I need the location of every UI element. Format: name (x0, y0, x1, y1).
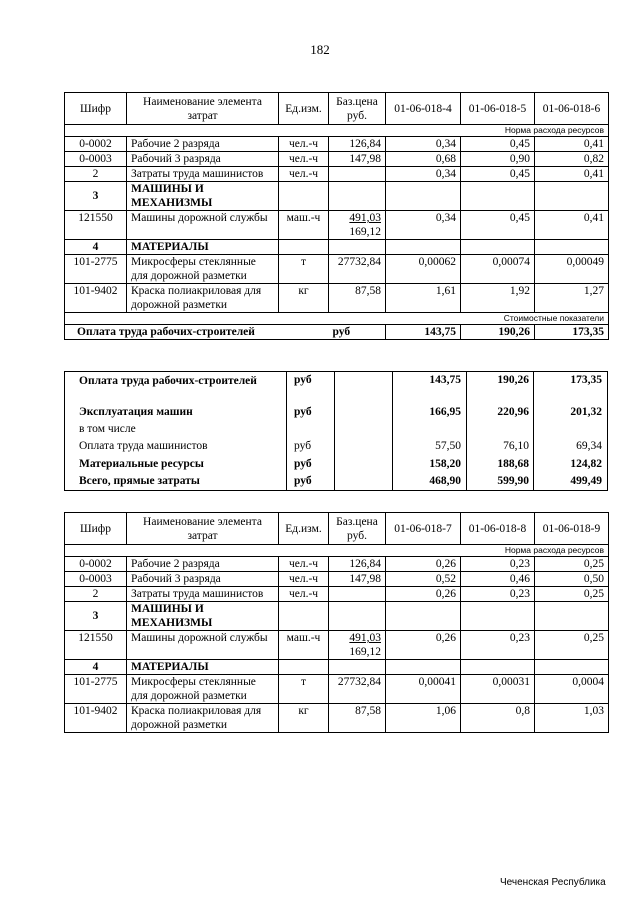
section-title: МАШИНЫ И МЕХАНИЗМЫ (127, 182, 279, 211)
table-row (65, 137, 609, 152)
row-price: 491,03 169,12 (329, 631, 386, 660)
row-value: 0,8 (461, 704, 535, 733)
row-unit: маш.-ч (279, 211, 329, 240)
row-code: 0-0003 (65, 572, 127, 587)
cost-value: 173,35 (535, 325, 609, 340)
row-unit: маш.-ч (279, 631, 329, 660)
header-price: Баз.цена руб. (329, 93, 386, 125)
cost-value: 173,35 (570, 374, 602, 386)
section-machines (65, 182, 609, 211)
cost-value: 599,90 (497, 475, 529, 487)
cost-unit: руб (329, 325, 386, 340)
header-col-3: 01-06-018-6 (535, 93, 609, 125)
cost-value: 76,10 (503, 440, 529, 452)
header-code: Шифр (65, 513, 127, 545)
row-value: 0,50 (535, 572, 609, 587)
cost-label-text: Оплата труда рабочих-строителей (79, 375, 257, 387)
row-price: 147,98 (329, 152, 386, 167)
row-price: 87,58 (329, 704, 386, 733)
row-price: 126,84 (329, 137, 386, 152)
row-value: 0,45 (461, 137, 535, 152)
cost-label-text: Оплата труда рабочих-строителей (65, 325, 329, 340)
header-name: Наименование элемента затрат (127, 513, 279, 545)
header-name: Наименование элемента затрат (127, 93, 279, 125)
cost-value: 166,95 (429, 406, 461, 418)
row-value: 0,25 (535, 557, 609, 572)
row-price: 87,58 (329, 284, 386, 313)
header-col-1: 01-06-018-7 (386, 513, 461, 545)
cost-unit: руб (294, 458, 312, 470)
row-value: 0,25 (535, 587, 609, 602)
row-value: 0,90 (461, 152, 535, 167)
cost-value: 69,34 (576, 440, 602, 452)
row-price: 491,03 169,12 (329, 211, 386, 240)
row-value: 0,52 (386, 572, 461, 587)
row-value: 0,00031 (461, 675, 535, 704)
row-value: 0,41 (535, 167, 609, 182)
row-value: 0,26 (386, 631, 461, 660)
section-title: МАТЕРИАЛЫ (127, 240, 279, 255)
page-number: 182 (310, 42, 330, 57)
row-name: Машины дорожной службы (127, 631, 279, 660)
table-row (65, 572, 609, 587)
row-value: 1,92 (461, 284, 535, 313)
row-code: 101-9402 (65, 284, 127, 313)
table-row (65, 211, 609, 240)
cost-label-row (65, 313, 609, 325)
table-row (65, 675, 609, 704)
norm-label: Норма расхода ресурсов (65, 125, 609, 137)
table-header (65, 93, 609, 125)
row-code: 121550 (65, 631, 127, 660)
row-unit: чел.-ч (279, 587, 329, 602)
row-unit: кг (279, 284, 329, 313)
row-value: 0,23 (461, 557, 535, 572)
header-unit: Ед.изм. (279, 93, 329, 125)
table-row (65, 152, 609, 167)
cost-value: 190,26 (497, 374, 529, 386)
row-value: 0,00074 (461, 255, 535, 284)
cost-label-text: Оплата труда машинистов (79, 440, 208, 452)
row-value: 0,0004 (535, 675, 609, 704)
norm-label-row (65, 125, 609, 137)
row-value: 0,00062 (386, 255, 461, 284)
row-price: 147,98 (329, 572, 386, 587)
table-row (65, 557, 609, 572)
row-code: 101-9402 (65, 704, 127, 733)
row-price: 27732,84 (329, 675, 386, 704)
resource-table-2 (64, 512, 609, 733)
row-value: 0,25 (535, 631, 609, 660)
row-code: 0-0002 (65, 137, 127, 152)
cost-value: 158,20 (429, 458, 461, 470)
cost-label-text: в том числе (79, 423, 136, 435)
row-name: Рабочие 2 разряда (127, 557, 279, 572)
header-price: Баз.цена руб. (329, 513, 386, 545)
cost-row (65, 325, 609, 340)
cost-label-text: Всего, прямые затраты (79, 475, 200, 487)
row-unit: чел.-ч (279, 167, 329, 182)
row-value: 0,00041 (386, 675, 461, 704)
row-value: 0,00049 (535, 255, 609, 284)
cost-block-1 (64, 371, 608, 491)
row-value: 0,45 (461, 167, 535, 182)
cost-value: 190,26 (461, 325, 535, 340)
table-row (65, 255, 609, 284)
table-row (65, 704, 609, 733)
cost-value: 188,68 (497, 458, 529, 470)
row-name: Рабочие 2 разряда (127, 137, 279, 152)
row-name: Затраты труда машинистов (127, 587, 279, 602)
cost-value: 468,90 (429, 475, 461, 487)
cost-label-text: Эксплуатация машин (79, 406, 193, 418)
row-code: 2 (65, 167, 127, 182)
row-value: 1,06 (386, 704, 461, 733)
row-value: 0,26 (386, 587, 461, 602)
footer-region: Чеченская Республика (500, 877, 606, 888)
cost-label: Стоимостные показатели (65, 313, 609, 325)
cost-value: 143,75 (386, 325, 461, 340)
cost-value: 57,50 (435, 440, 461, 452)
row-unit: чел.-ч (279, 572, 329, 587)
table-row (65, 284, 609, 313)
row-unit: кг (279, 704, 329, 733)
section-machines (65, 602, 609, 631)
row-value: 0,23 (461, 587, 535, 602)
row-price: 27732,84 (329, 255, 386, 284)
row-code: 101-2775 (65, 255, 127, 284)
row-code: 0-0003 (65, 152, 127, 167)
row-value: 1,27 (535, 284, 609, 313)
header-col-2: 01-06-018-5 (461, 93, 535, 125)
cost-unit: руб (294, 475, 312, 487)
row-price: 126,84 (329, 557, 386, 572)
section-number: 4 (65, 660, 127, 675)
row-unit: т (279, 255, 329, 284)
row-value: 0,45 (461, 211, 535, 240)
cost-unit: руб (294, 374, 312, 386)
header-unit: Ед.изм. (279, 513, 329, 545)
row-code: 101-2775 (65, 675, 127, 704)
row-value: 0,68 (386, 152, 461, 167)
row-name: Машины дорожной службы (127, 211, 279, 240)
header-col-3: 01-06-018-9 (535, 513, 609, 545)
section-number: 4 (65, 240, 127, 255)
row-name: Микросферы стеклянные для дорожной разметки (127, 675, 279, 704)
cost-value: 220,96 (497, 406, 529, 418)
row-unit: чел.-ч (279, 152, 329, 167)
resource-table-1 (64, 92, 609, 340)
norm-label: Норма расхода ресурсов (65, 545, 609, 557)
row-value: 1,03 (535, 704, 609, 733)
row-unit: т (279, 675, 329, 704)
norm-label-row (65, 545, 609, 557)
row-name: Микросферы стеклянные для дорожной разметки (127, 255, 279, 284)
cost-label-text: Материальные ресурсы (79, 458, 204, 470)
row-value: 0,34 (386, 137, 461, 152)
row-code: 0-0002 (65, 557, 127, 572)
row-value: 0,82 (535, 152, 609, 167)
row-name: Затраты труда машинистов (127, 167, 279, 182)
row-name: Рабочий 3 разряда (127, 152, 279, 167)
section-number: 3 (65, 602, 127, 631)
table-row (65, 631, 609, 660)
table-row (65, 167, 609, 182)
row-value: 0,26 (386, 557, 461, 572)
header-code: Шифр (65, 93, 127, 125)
table-row (65, 587, 609, 602)
cost-value: 201,32 (570, 406, 602, 418)
row-unit: чел.-ч (279, 137, 329, 152)
section-title: МАШИНЫ И МЕХАНИЗМЫ (127, 602, 279, 631)
section-number: 3 (65, 182, 127, 211)
table-header (65, 513, 609, 545)
row-value: 0,23 (461, 631, 535, 660)
cost-unit: руб (294, 406, 312, 418)
row-code: 2 (65, 587, 127, 602)
section-title: МАТЕРИАЛЫ (127, 660, 279, 675)
section-materials (65, 240, 609, 255)
row-code: 121550 (65, 211, 127, 240)
cost-value: 499,49 (570, 475, 602, 487)
cost-unit: руб (294, 440, 312, 452)
row-value: 0,41 (535, 137, 609, 152)
row-value: 0,46 (461, 572, 535, 587)
row-value: 0,34 (386, 211, 461, 240)
row-value: 0,34 (386, 167, 461, 182)
row-name: Краска полиакриловая для дорожной разметки (127, 284, 279, 313)
row-value: 1,61 (386, 284, 461, 313)
row-unit: чел.-ч (279, 557, 329, 572)
header-col-1: 01-06-018-4 (386, 93, 461, 125)
cost-value: 143,75 (429, 374, 461, 386)
section-materials (65, 660, 609, 675)
row-name: Рабочий 3 разряда (127, 572, 279, 587)
cost-value: 124,82 (570, 458, 602, 470)
row-name: Краска полиакриловая для дорожной разметки (127, 704, 279, 733)
row-value: 0,41 (535, 211, 609, 240)
header-col-2: 01-06-018-8 (461, 513, 535, 545)
